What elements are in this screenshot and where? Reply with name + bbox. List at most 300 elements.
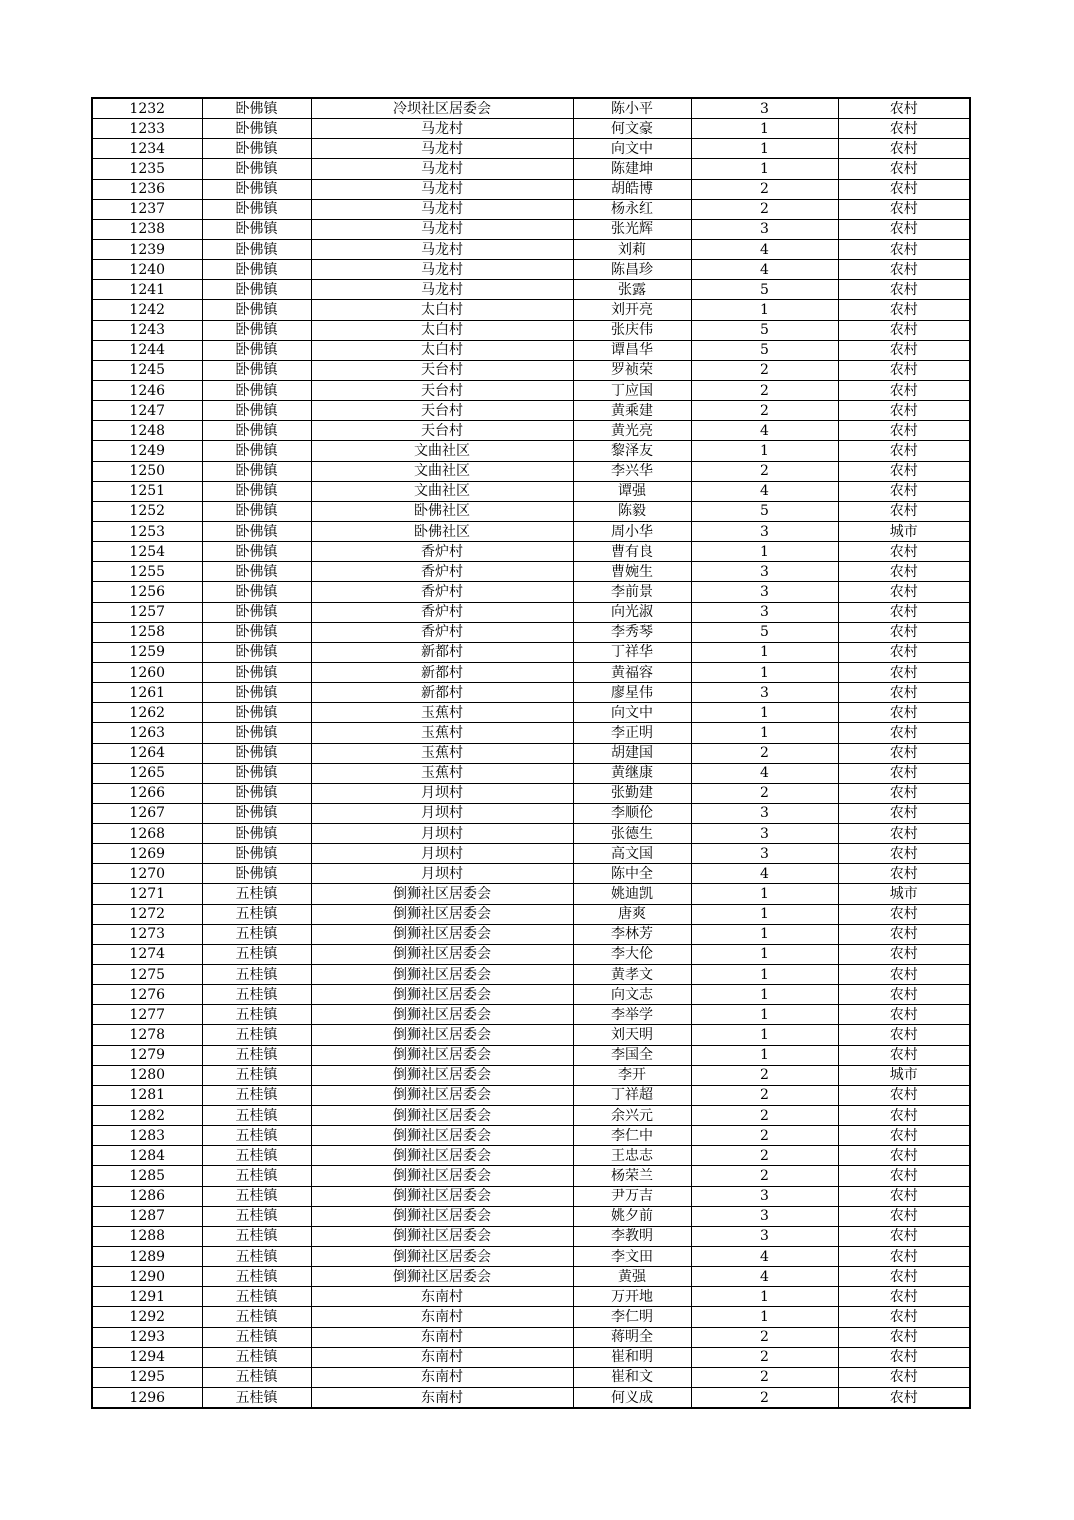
count-cell: 5 [691,320,838,340]
town-cell: 卧佛镇 [202,683,311,703]
household-type-cell: 农村 [838,159,970,179]
community-cell: 新都村 [311,683,573,703]
table-row [92,421,970,441]
community-cell: 倒狮社区居委会 [311,985,573,1005]
household-type-cell: 农村 [838,743,970,763]
name-cell: 黄继康 [573,763,691,783]
community-cell: 香炉村 [311,622,573,642]
community-cell: 倒狮社区居委会 [311,1226,573,1246]
town-cell: 五桂镇 [202,1065,311,1085]
table-row [92,280,970,300]
name-cell: 王忠志 [573,1146,691,1166]
town-cell: 卧佛镇 [202,723,311,743]
community-cell: 文曲社区 [311,441,573,461]
row-number-cell: 1237 [92,199,202,219]
town-cell: 五桂镇 [202,1388,311,1409]
name-cell: 周小华 [573,521,691,541]
count-cell: 1 [691,723,838,743]
count-cell: 4 [691,763,838,783]
community-cell: 天台村 [311,401,573,421]
count-cell: 3 [691,1186,838,1206]
row-number-cell: 1249 [92,441,202,461]
count-cell: 2 [691,1146,838,1166]
row-number-cell: 1259 [92,642,202,662]
name-cell: 向文中 [573,139,691,159]
community-cell: 东南村 [311,1327,573,1347]
household-type-cell: 农村 [838,844,970,864]
community-cell: 倒狮社区居委会 [311,1166,573,1186]
town-cell: 卧佛镇 [202,239,311,259]
table-row [92,380,970,400]
household-type-cell: 农村 [838,1166,970,1186]
count-cell: 3 [691,562,838,582]
table-row [92,683,970,703]
count-cell: 1 [691,1307,838,1327]
table-row [92,98,970,119]
name-cell: 张德生 [573,824,691,844]
table-row [92,199,970,219]
name-cell: 何义成 [573,1388,691,1409]
row-number-cell: 1290 [92,1267,202,1287]
household-type-cell: 农村 [838,783,970,803]
town-cell: 卧佛镇 [202,844,311,864]
town-cell: 五桂镇 [202,1307,311,1327]
town-cell: 卧佛镇 [202,602,311,622]
household-type-cell: 农村 [838,280,970,300]
household-type-cell: 农村 [838,1226,970,1246]
count-cell: 2 [691,1166,838,1186]
name-cell: 张露 [573,280,691,300]
town-cell: 五桂镇 [202,1166,311,1186]
row-number-cell: 1253 [92,521,202,541]
row-number-cell: 1247 [92,401,202,421]
table-row [92,1106,970,1126]
table-row [92,501,970,521]
town-cell: 卧佛镇 [202,662,311,682]
community-cell: 新都村 [311,662,573,682]
community-cell: 马龙村 [311,219,573,239]
row-number-cell: 1258 [92,622,202,642]
community-cell: 东南村 [311,1347,573,1367]
table-row [92,1347,970,1367]
community-cell: 月坝村 [311,783,573,803]
table-row [92,1247,970,1267]
count-cell: 2 [691,199,838,219]
row-number-cell: 1284 [92,1146,202,1166]
count-cell: 2 [691,743,838,763]
town-cell: 卧佛镇 [202,401,311,421]
table-row [92,521,970,541]
name-cell: 黄福容 [573,662,691,682]
row-number-cell: 1246 [92,380,202,400]
household-type-cell: 农村 [838,199,970,219]
town-cell: 五桂镇 [202,1005,311,1025]
table-row [92,562,970,582]
town-cell: 五桂镇 [202,1367,311,1387]
count-cell: 1 [691,1025,838,1045]
community-cell: 倒狮社区居委会 [311,884,573,904]
household-type-cell: 农村 [838,1388,970,1409]
table-row [92,179,970,199]
town-cell: 卧佛镇 [202,582,311,602]
community-cell: 月坝村 [311,803,573,823]
table-row [92,1005,970,1025]
count-cell: 2 [691,380,838,400]
row-number-cell: 1295 [92,1367,202,1387]
town-cell: 五桂镇 [202,1327,311,1347]
count-cell: 4 [691,1267,838,1287]
name-cell: 李秀琴 [573,622,691,642]
community-cell: 倒狮社区居委会 [311,1267,573,1287]
row-number-cell: 1281 [92,1085,202,1105]
count-cell: 2 [691,179,838,199]
name-cell: 杨永红 [573,199,691,219]
name-cell: 胡皓博 [573,179,691,199]
community-cell: 新都村 [311,642,573,662]
town-cell: 五桂镇 [202,1085,311,1105]
table-row [92,924,970,944]
town-cell: 卧佛镇 [202,139,311,159]
count-cell: 1 [691,1045,838,1065]
town-cell: 卧佛镇 [202,542,311,562]
name-cell: 李国全 [573,1045,691,1065]
row-number-cell: 1266 [92,783,202,803]
table-row [92,662,970,682]
household-type-cell: 农村 [838,1085,970,1105]
community-cell: 倒狮社区居委会 [311,1146,573,1166]
household-type-cell: 农村 [838,763,970,783]
community-cell: 倒狮社区居委会 [311,1045,573,1065]
table-row [92,944,970,964]
community-cell: 倒狮社区居委会 [311,1206,573,1226]
count-cell: 1 [691,985,838,1005]
table-row [92,783,970,803]
row-number-cell: 1270 [92,864,202,884]
household-type-cell: 农村 [838,803,970,823]
name-cell: 丁祥超 [573,1085,691,1105]
household-type-cell: 农村 [838,401,970,421]
row-number-cell: 1275 [92,965,202,985]
row-number-cell: 1265 [92,763,202,783]
town-cell: 卧佛镇 [202,280,311,300]
town-cell: 卧佛镇 [202,320,311,340]
household-type-cell: 农村 [838,1287,970,1307]
community-cell: 倒狮社区居委会 [311,944,573,964]
row-number-cell: 1235 [92,159,202,179]
table-row [92,884,970,904]
town-cell: 五桂镇 [202,1186,311,1206]
town-cell: 五桂镇 [202,884,311,904]
community-cell: 马龙村 [311,119,573,139]
household-type-cell: 城市 [838,884,970,904]
row-number-cell: 1274 [92,944,202,964]
household-type-cell: 农村 [838,1367,970,1387]
town-cell: 卧佛镇 [202,743,311,763]
row-number-cell: 1267 [92,803,202,823]
town-cell: 卧佛镇 [202,300,311,320]
household-type-cell: 农村 [838,1106,970,1126]
town-cell: 卧佛镇 [202,642,311,662]
row-number-cell: 1278 [92,1025,202,1045]
row-number-cell: 1293 [92,1327,202,1347]
table-row [92,1186,970,1206]
row-number-cell: 1232 [92,98,202,119]
community-cell: 马龙村 [311,239,573,259]
name-cell: 余兴元 [573,1106,691,1126]
table-row [92,119,970,139]
row-number-cell: 1263 [92,723,202,743]
table-row [92,1126,970,1146]
table-row [92,904,970,924]
count-cell: 1 [691,542,838,562]
household-type-cell: 农村 [838,1126,970,1146]
table-row [92,1307,970,1327]
row-number-cell: 1255 [92,562,202,582]
count-cell: 3 [691,1206,838,1226]
name-cell: 黄乘建 [573,401,691,421]
community-cell: 倒狮社区居委会 [311,965,573,985]
table-row [92,320,970,340]
records-table [91,97,971,1409]
name-cell: 李开 [573,1065,691,1085]
household-type-cell: 农村 [838,421,970,441]
community-cell: 倒狮社区居委会 [311,1247,573,1267]
row-number-cell: 1261 [92,683,202,703]
community-cell: 天台村 [311,421,573,441]
household-type-cell: 农村 [838,723,970,743]
count-cell: 4 [691,421,838,441]
row-number-cell: 1286 [92,1186,202,1206]
table-row [92,642,970,662]
name-cell: 陈中全 [573,864,691,884]
town-cell: 五桂镇 [202,1267,311,1287]
count-cell: 2 [691,1367,838,1387]
row-number-cell: 1242 [92,300,202,320]
table-row [92,803,970,823]
name-cell: 蒋明全 [573,1327,691,1347]
row-number-cell: 1273 [92,924,202,944]
row-number-cell: 1248 [92,421,202,441]
name-cell: 向文中 [573,703,691,723]
row-number-cell: 1291 [92,1287,202,1307]
count-cell: 3 [691,521,838,541]
name-cell: 杨荣兰 [573,1166,691,1186]
row-number-cell: 1294 [92,1347,202,1367]
table-row [92,300,970,320]
household-type-cell: 农村 [838,360,970,380]
row-number-cell: 1282 [92,1106,202,1126]
row-number-cell: 1254 [92,542,202,562]
row-number-cell: 1285 [92,1166,202,1186]
community-cell: 倒狮社区居委会 [311,1065,573,1085]
table-row [92,1025,970,1045]
household-type-cell: 农村 [838,1045,970,1065]
count-cell: 5 [691,280,838,300]
table-row [92,1085,970,1105]
count-cell: 1 [691,441,838,461]
name-cell: 刘开亮 [573,300,691,320]
town-cell: 五桂镇 [202,924,311,944]
table-row [92,260,970,280]
household-type-cell: 农村 [838,1146,970,1166]
count-cell: 2 [691,401,838,421]
household-type-cell: 农村 [838,642,970,662]
community-cell: 倒狮社区居委会 [311,1126,573,1146]
household-type-cell: 农村 [838,340,970,360]
table-row [92,239,970,259]
table-row [92,159,970,179]
count-cell: 4 [691,481,838,501]
community-cell: 倒狮社区居委会 [311,1186,573,1206]
community-cell: 月坝村 [311,844,573,864]
name-cell: 万开地 [573,1287,691,1307]
name-cell: 谭强 [573,481,691,501]
row-number-cell: 1288 [92,1226,202,1246]
name-cell: 李仁明 [573,1307,691,1327]
name-cell: 张勤建 [573,783,691,803]
community-cell: 倒狮社区居委会 [311,1025,573,1045]
name-cell: 罗祯荣 [573,360,691,380]
community-cell: 玉蕉村 [311,703,573,723]
name-cell: 黄光亮 [573,421,691,441]
household-type-cell: 农村 [838,1005,970,1025]
name-cell: 黄强 [573,1267,691,1287]
count-cell: 2 [691,1065,838,1085]
count-cell: 1 [691,1005,838,1025]
row-number-cell: 1236 [92,179,202,199]
community-cell: 倒狮社区居委会 [311,1085,573,1105]
household-type-cell: 农村 [838,239,970,259]
community-cell: 文曲社区 [311,461,573,481]
row-number-cell: 1251 [92,481,202,501]
community-cell: 文曲社区 [311,481,573,501]
community-cell: 香炉村 [311,582,573,602]
town-cell: 卧佛镇 [202,441,311,461]
table-row [92,139,970,159]
name-cell: 崔和文 [573,1367,691,1387]
count-cell: 1 [691,944,838,964]
town-cell: 五桂镇 [202,985,311,1005]
row-number-cell: 1264 [92,743,202,763]
household-type-cell: 农村 [838,904,970,924]
town-cell: 卧佛镇 [202,380,311,400]
town-cell: 卧佛镇 [202,783,311,803]
town-cell: 五桂镇 [202,1106,311,1126]
community-cell: 东南村 [311,1307,573,1327]
row-number-cell: 1271 [92,884,202,904]
table-row [92,723,970,743]
town-cell: 卧佛镇 [202,199,311,219]
count-cell: 2 [691,1085,838,1105]
table-row [92,1388,970,1409]
community-cell: 马龙村 [311,199,573,219]
table-row [92,441,970,461]
row-number-cell: 1277 [92,1005,202,1025]
name-cell: 李林芳 [573,924,691,944]
records-table-body [92,98,970,1408]
name-cell: 高文国 [573,844,691,864]
count-cell: 2 [691,461,838,481]
household-type-cell: 农村 [838,542,970,562]
community-cell: 东南村 [311,1388,573,1409]
town-cell: 卧佛镇 [202,421,311,441]
name-cell: 张光辉 [573,219,691,239]
household-type-cell: 农村 [838,944,970,964]
table-row [92,1287,970,1307]
town-cell: 卧佛镇 [202,98,311,119]
community-cell: 马龙村 [311,179,573,199]
name-cell: 曹婉生 [573,562,691,582]
row-number-cell: 1241 [92,280,202,300]
household-type-cell: 农村 [838,461,970,481]
community-cell: 倒狮社区居委会 [311,904,573,924]
table-row [92,1045,970,1065]
town-cell: 五桂镇 [202,1025,311,1045]
community-cell: 卧佛社区 [311,521,573,541]
community-cell: 太白村 [311,340,573,360]
count-cell: 1 [691,119,838,139]
household-type-cell: 农村 [838,824,970,844]
community-cell: 马龙村 [311,159,573,179]
town-cell: 五桂镇 [202,1206,311,1226]
count-cell: 2 [691,360,838,380]
town-cell: 卧佛镇 [202,803,311,823]
community-cell: 马龙村 [311,280,573,300]
town-cell: 卧佛镇 [202,461,311,481]
table-row [92,219,970,239]
table-row [92,340,970,360]
community-cell: 玉蕉村 [311,723,573,743]
count-cell: 1 [691,884,838,904]
table-row [92,1327,970,1347]
household-type-cell: 农村 [838,501,970,521]
name-cell: 胡建国 [573,743,691,763]
community-cell: 玉蕉村 [311,763,573,783]
name-cell: 曹有良 [573,542,691,562]
household-type-cell: 农村 [838,219,970,239]
household-type-cell: 农村 [838,1025,970,1045]
count-cell: 4 [691,864,838,884]
count-cell: 1 [691,965,838,985]
name-cell: 尹万吉 [573,1186,691,1206]
count-cell: 3 [691,582,838,602]
name-cell: 姚夕前 [573,1206,691,1226]
town-cell: 五桂镇 [202,1045,311,1065]
name-cell: 向光淑 [573,602,691,622]
town-cell: 卧佛镇 [202,521,311,541]
town-cell: 五桂镇 [202,944,311,964]
household-type-cell: 农村 [838,1307,970,1327]
name-cell: 丁祥华 [573,642,691,662]
row-number-cell: 1239 [92,239,202,259]
name-cell: 李文田 [573,1247,691,1267]
count-cell: 1 [691,703,838,723]
name-cell: 谭昌华 [573,340,691,360]
count-cell: 3 [691,1226,838,1246]
household-type-cell: 农村 [838,260,970,280]
town-cell: 卧佛镇 [202,360,311,380]
town-cell: 卧佛镇 [202,119,311,139]
household-type-cell: 农村 [838,703,970,723]
table-row [92,965,970,985]
town-cell: 卧佛镇 [202,703,311,723]
table-row [92,461,970,481]
row-number-cell: 1234 [92,139,202,159]
name-cell: 崔和明 [573,1347,691,1367]
name-cell: 陈毅 [573,501,691,521]
community-cell: 倒狮社区居委会 [311,1106,573,1126]
household-type-cell: 农村 [838,1247,970,1267]
